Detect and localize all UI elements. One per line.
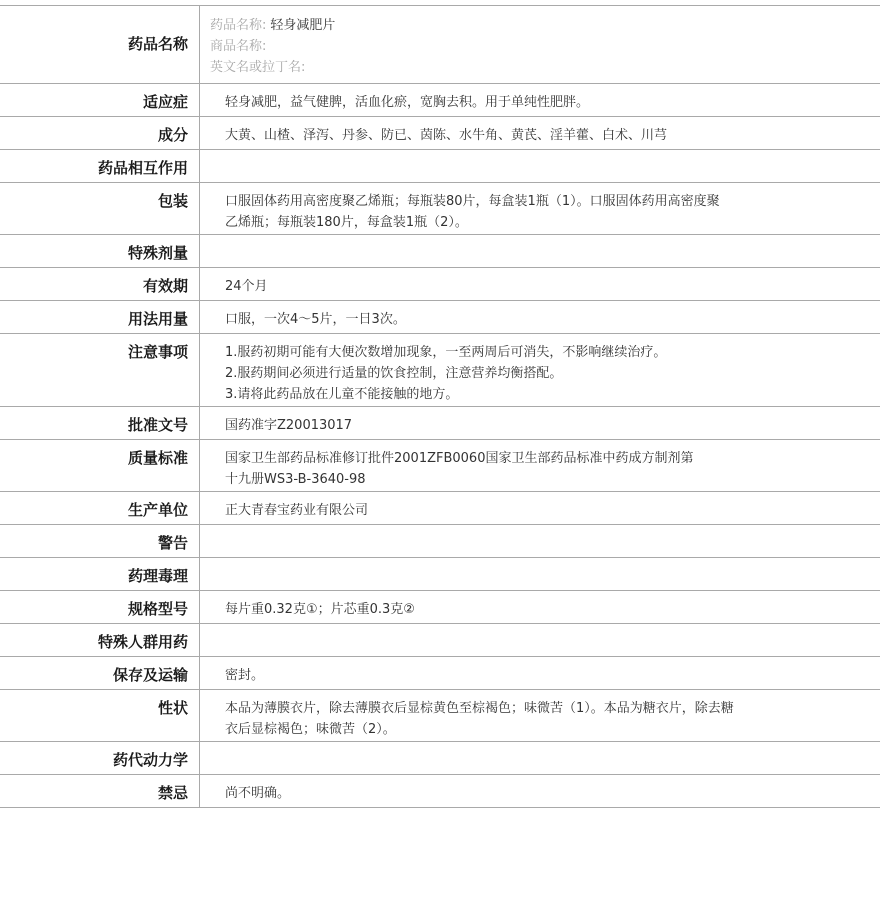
row-packaging — [0, 183, 880, 235]
packaging-line: 乙烯瓶；每瓶装180片，每盒装1瓶（2）。 — [225, 215, 468, 230]
shelf-life-value: 24个月 — [225, 279, 268, 294]
row-label: 警告 — [0, 525, 200, 557]
description-value — [200, 690, 800, 741]
generic-name-value: 轻身减肥片 — [270, 18, 336, 33]
row-label: 用法用量 — [0, 301, 200, 333]
storage-value: 密封。 — [225, 668, 265, 683]
row-label: 成分 — [0, 117, 200, 149]
drug-name-block — [200, 6, 800, 83]
row-drug-name — [0, 6, 880, 84]
row-pharmacokinetics — [0, 742, 880, 775]
row-label: 特殊剂量 — [0, 235, 200, 267]
row-label: 包装 — [0, 183, 200, 234]
row-label: 特殊人群用药 — [0, 624, 200, 656]
manufacturer-value: 正大青春宝药业有限公司 — [225, 503, 369, 518]
row-ingredients — [0, 117, 880, 150]
description-line: 衣后显棕褐色；味微苦（2）。 — [225, 722, 396, 737]
row-label: 药品名称 — [0, 6, 200, 83]
precautions-value — [200, 334, 800, 406]
contraindications-value: 尚不明确。 — [225, 786, 291, 801]
packaging-value — [200, 183, 800, 234]
row-label: 注意事项 — [0, 334, 200, 406]
generic-name-line — [210, 15, 800, 36]
row-shelf-life — [0, 268, 880, 301]
row-approval-number — [0, 407, 880, 440]
interactions-value — [200, 150, 800, 182]
row-label: 批准文号 — [0, 407, 200, 439]
special-dosage-value — [200, 235, 800, 267]
row-usage — [0, 301, 880, 334]
row-label: 性状 — [0, 690, 200, 741]
row-special-dosage — [0, 235, 880, 268]
packaging-line: 口服固体药用高密度聚乙烯瓶；每瓶装80片，每盒装1瓶（1）。口服固体药用高密度聚 — [225, 194, 720, 209]
ingredients-value: 大黄、山楂、泽泻、丹参、防已、茵陈、水牛角、黄芪、淫羊藿、白术、川芎 — [225, 128, 668, 143]
row-label: 禁忌 — [0, 775, 200, 807]
row-label: 药代动力学 — [0, 742, 200, 774]
description-line: 本品为薄膜衣片，除去薄膜衣后显棕黄色至棕褐色；味微苦（1）。本品为糖衣片，除去糖 — [225, 701, 734, 716]
quality-standard-line: 国家卫生部药品标准修订批件2001ZFB0060国家卫生部药品标准中药成方制剂第 — [225, 451, 694, 466]
row-label: 药品相互作用 — [0, 150, 200, 182]
warning-value — [200, 525, 800, 557]
precaution-line: 2.服药期间必须进行适量的饮食控制，注意营养均衡搭配。 — [225, 366, 563, 381]
usage-value: 口服，一次4～5片，一日3次。 — [225, 312, 406, 327]
row-indications — [0, 84, 880, 117]
quality-standard-value — [200, 440, 800, 491]
trade-name-key: 商品名称: — [210, 39, 267, 54]
row-specification — [0, 591, 880, 624]
precaution-line: 1.服药初期可能有大便次数增加现象，一至两周后可消失，不影响继续治疗。 — [225, 345, 667, 360]
english-name-line — [210, 57, 800, 78]
generic-name-key: 药品名称: — [210, 18, 267, 33]
row-label: 规格型号 — [0, 591, 200, 623]
row-label: 适应症 — [0, 84, 200, 116]
row-label: 质量标准 — [0, 440, 200, 491]
row-pharmacology-toxicology — [0, 558, 880, 591]
row-quality-standard — [0, 440, 880, 492]
row-description — [0, 690, 880, 742]
row-manufacturer — [0, 492, 880, 525]
row-label: 药理毒理 — [0, 558, 200, 590]
row-contraindications — [0, 775, 880, 808]
trade-name-line — [210, 36, 800, 57]
approval-number-value: 国药准字Z20013017 — [225, 418, 353, 433]
special-populations-value — [200, 624, 800, 656]
pharmacology-toxicology-value — [200, 558, 800, 590]
english-name-key: 英文名或拉丁名: — [210, 60, 306, 75]
row-storage — [0, 657, 880, 690]
row-label: 保存及运输 — [0, 657, 200, 689]
row-label: 有效期 — [0, 268, 200, 300]
row-warning — [0, 525, 880, 558]
specification-value: 每片重0.32克①；片芯重0.3克② — [225, 602, 415, 617]
indications-value: 轻身减肥，益气健脾，活血化瘀，宽胸去积。用于单纯性肥胖。 — [225, 95, 590, 110]
quality-standard-line: 十九册WS3-B-3640-98 — [225, 472, 366, 487]
row-precautions — [0, 334, 880, 407]
drug-info-table — [0, 5, 880, 808]
pharmacokinetics-value — [200, 742, 800, 774]
row-label: 生产单位 — [0, 492, 200, 524]
row-interactions — [0, 150, 880, 183]
precaution-line: 3.请将此药品放在儿童不能接触的地方。 — [225, 387, 459, 402]
row-special-populations — [0, 624, 880, 657]
